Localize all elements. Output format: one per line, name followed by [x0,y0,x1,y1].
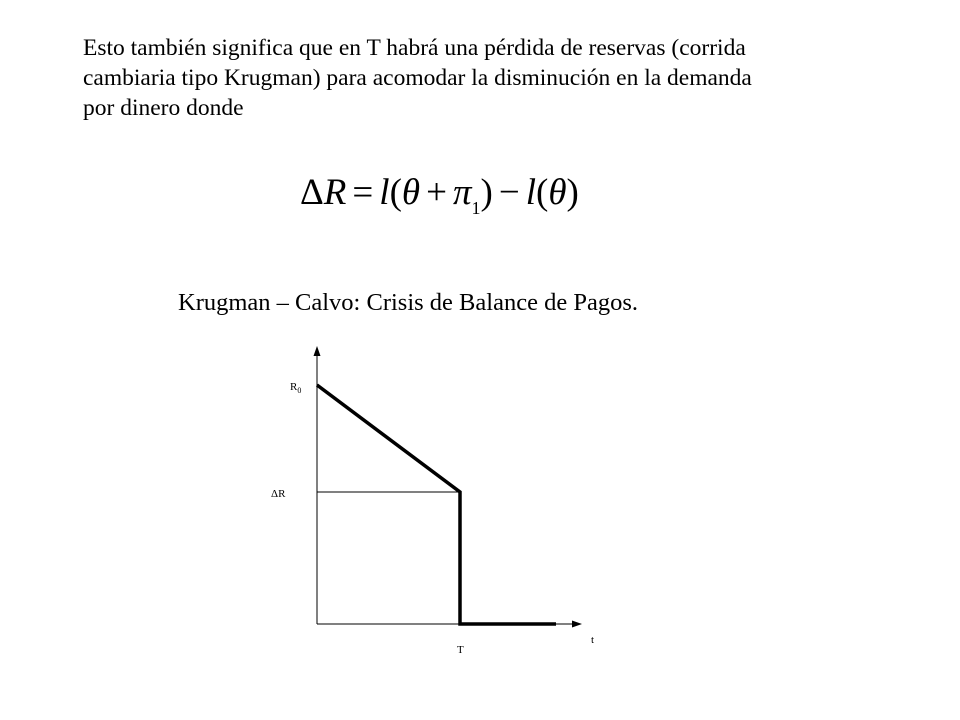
formula-pi-subscript: 1 [471,198,481,218]
formula-equals: = [352,172,374,213]
paragraph-line-2: cambiaria tipo Krugman) para acomodar la disminución en la demanda [83,65,752,91]
x-label-t-lower: t [591,634,595,646]
y-label-r0-sub: 0 [297,386,302,395]
y-label-r0-main: R [290,381,298,393]
formula-func-2: l [525,172,536,213]
x-label-T: T [457,644,464,656]
formula-theta-2: θ [548,172,567,213]
x-axis-arrow-icon [572,621,582,628]
formula-pi: π [452,172,472,213]
formula-open-paren-2: ( [535,172,549,213]
formula-close-paren-2: ) [566,172,579,213]
formula-lhs-var: R [323,172,347,213]
paragraph-line-1: Esto también significa que en T habrá una pérdida de reservas (corrida [83,35,746,61]
y-label-r0 [290,381,301,395]
y-axis-arrow-icon [314,346,321,356]
reserves-path [317,385,556,624]
paragraph-line-3: por dinero donde [83,95,244,121]
formula-open-paren-1: ( [389,172,402,213]
formula-close-paren-1: ) [480,172,493,213]
formula-delta: Δ [300,172,324,213]
formula-plus: + [426,172,447,213]
section-title: Krugman – Calvo: Crisis de Balance de Pagos. [178,289,638,316]
y-label-delta-r: ΔR [271,488,286,500]
formula-theta-1: θ [401,172,421,213]
formula-minus: − [498,172,520,213]
formula-func-1: l [379,172,390,213]
